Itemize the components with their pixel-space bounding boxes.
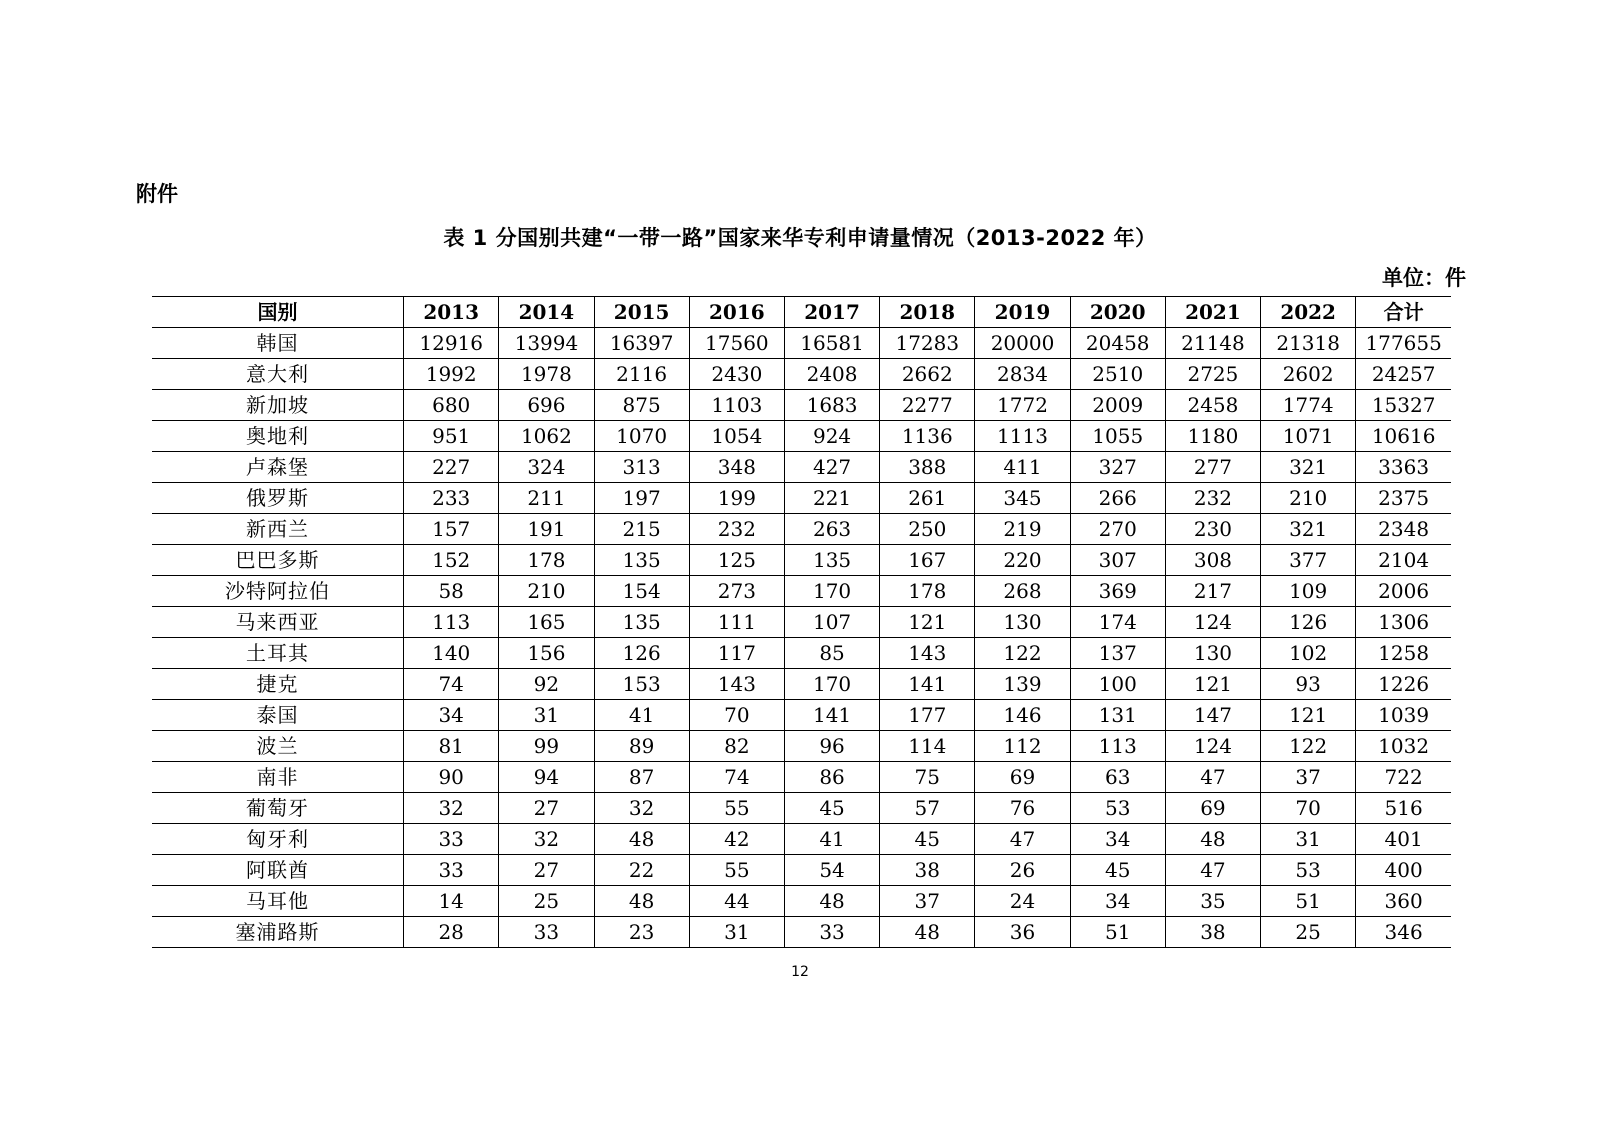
value-cell: 113 bbox=[404, 607, 499, 638]
value-cell: 327 bbox=[1070, 452, 1165, 483]
value-cell: 165 bbox=[499, 607, 594, 638]
value-cell: 2277 bbox=[880, 390, 975, 421]
value-cell: 20000 bbox=[975, 328, 1070, 359]
value-cell: 146 bbox=[975, 700, 1070, 731]
value-cell: 47 bbox=[975, 824, 1070, 855]
value-cell: 1113 bbox=[975, 421, 1070, 452]
value-cell: 74 bbox=[404, 669, 499, 700]
header-2019: 2019 bbox=[975, 297, 1070, 328]
value-cell: 121 bbox=[1261, 700, 1356, 731]
header-2021: 2021 bbox=[1165, 297, 1260, 328]
value-cell: 92 bbox=[499, 669, 594, 700]
country-cell: 塞浦路斯 bbox=[152, 917, 404, 948]
value-cell: 25 bbox=[499, 886, 594, 917]
value-cell: 232 bbox=[689, 514, 784, 545]
value-cell: 31 bbox=[499, 700, 594, 731]
total-cell: 401 bbox=[1356, 824, 1451, 855]
value-cell: 54 bbox=[784, 855, 879, 886]
table-row bbox=[152, 700, 1451, 731]
country-cell: 阿联酋 bbox=[152, 855, 404, 886]
value-cell: 321 bbox=[1261, 514, 1356, 545]
value-cell: 135 bbox=[784, 545, 879, 576]
total-cell: 15327 bbox=[1356, 390, 1451, 421]
value-cell: 141 bbox=[784, 700, 879, 731]
value-cell: 45 bbox=[880, 824, 975, 855]
value-cell: 32 bbox=[499, 824, 594, 855]
value-cell: 1772 bbox=[975, 390, 1070, 421]
value-cell: 1071 bbox=[1261, 421, 1356, 452]
value-cell: 273 bbox=[689, 576, 784, 607]
table-row bbox=[152, 328, 1451, 359]
value-cell: 85 bbox=[784, 638, 879, 669]
header-2014: 2014 bbox=[499, 297, 594, 328]
value-cell: 34 bbox=[1070, 824, 1165, 855]
total-cell: 177655 bbox=[1356, 328, 1451, 359]
value-cell: 143 bbox=[880, 638, 975, 669]
country-cell: 泰国 bbox=[152, 700, 404, 731]
value-cell: 34 bbox=[1070, 886, 1165, 917]
value-cell: 321 bbox=[1261, 452, 1356, 483]
value-cell: 51 bbox=[1070, 917, 1165, 948]
value-cell: 1062 bbox=[499, 421, 594, 452]
value-cell: 2408 bbox=[784, 359, 879, 390]
value-cell: 266 bbox=[1070, 483, 1165, 514]
value-cell: 215 bbox=[594, 514, 689, 545]
value-cell: 130 bbox=[975, 607, 1070, 638]
value-cell: 2834 bbox=[975, 359, 1070, 390]
country-cell: 沙特阿拉伯 bbox=[152, 576, 404, 607]
value-cell: 89 bbox=[594, 731, 689, 762]
value-cell: 696 bbox=[499, 390, 594, 421]
country-cell: 马耳他 bbox=[152, 886, 404, 917]
value-cell: 74 bbox=[689, 762, 784, 793]
total-cell: 10616 bbox=[1356, 421, 1451, 452]
value-cell: 1683 bbox=[784, 390, 879, 421]
country-cell: 奥地利 bbox=[152, 421, 404, 452]
value-cell: 70 bbox=[689, 700, 784, 731]
value-cell: 210 bbox=[1261, 483, 1356, 514]
value-cell: 210 bbox=[499, 576, 594, 607]
total-cell: 400 bbox=[1356, 855, 1451, 886]
value-cell: 51 bbox=[1261, 886, 1356, 917]
value-cell: 263 bbox=[784, 514, 879, 545]
country-cell: 意大利 bbox=[152, 359, 404, 390]
value-cell: 57 bbox=[880, 793, 975, 824]
table-row bbox=[152, 421, 1451, 452]
country-cell: 新西兰 bbox=[152, 514, 404, 545]
value-cell: 1978 bbox=[499, 359, 594, 390]
value-cell: 268 bbox=[975, 576, 1070, 607]
value-cell: 233 bbox=[404, 483, 499, 514]
value-cell: 55 bbox=[689, 793, 784, 824]
header-2017: 2017 bbox=[784, 297, 879, 328]
value-cell: 12916 bbox=[404, 328, 499, 359]
value-cell: 33 bbox=[499, 917, 594, 948]
value-cell: 93 bbox=[1261, 669, 1356, 700]
value-cell: 174 bbox=[1070, 607, 1165, 638]
value-cell: 48 bbox=[1165, 824, 1260, 855]
value-cell: 48 bbox=[594, 824, 689, 855]
value-cell: 124 bbox=[1165, 607, 1260, 638]
value-cell: 313 bbox=[594, 452, 689, 483]
header-2013: 2013 bbox=[404, 297, 499, 328]
value-cell: 23 bbox=[594, 917, 689, 948]
value-cell: 31 bbox=[689, 917, 784, 948]
value-cell: 112 bbox=[975, 731, 1070, 762]
value-cell: 1070 bbox=[594, 421, 689, 452]
value-cell: 2458 bbox=[1165, 390, 1260, 421]
value-cell: 156 bbox=[499, 638, 594, 669]
value-cell: 1774 bbox=[1261, 390, 1356, 421]
table-row bbox=[152, 855, 1451, 886]
value-cell: 113 bbox=[1070, 731, 1165, 762]
total-cell: 360 bbox=[1356, 886, 1451, 917]
value-cell: 130 bbox=[1165, 638, 1260, 669]
value-cell: 90 bbox=[404, 762, 499, 793]
value-cell: 307 bbox=[1070, 545, 1165, 576]
value-cell: 32 bbox=[404, 793, 499, 824]
header-2015: 2015 bbox=[594, 297, 689, 328]
value-cell: 55 bbox=[689, 855, 784, 886]
value-cell: 82 bbox=[689, 731, 784, 762]
patent-table bbox=[152, 296, 1451, 948]
value-cell: 2662 bbox=[880, 359, 975, 390]
header-2016: 2016 bbox=[689, 297, 784, 328]
value-cell: 70 bbox=[1261, 793, 1356, 824]
total-cell: 516 bbox=[1356, 793, 1451, 824]
total-cell: 1306 bbox=[1356, 607, 1451, 638]
total-cell: 1039 bbox=[1356, 700, 1451, 731]
value-cell: 154 bbox=[594, 576, 689, 607]
table-row bbox=[152, 483, 1451, 514]
value-cell: 44 bbox=[689, 886, 784, 917]
table-row bbox=[152, 886, 1451, 917]
value-cell: 1054 bbox=[689, 421, 784, 452]
value-cell: 37 bbox=[1261, 762, 1356, 793]
value-cell: 250 bbox=[880, 514, 975, 545]
value-cell: 121 bbox=[880, 607, 975, 638]
unit-label: 单位：件 bbox=[1382, 266, 1466, 290]
table-row bbox=[152, 638, 1451, 669]
value-cell: 197 bbox=[594, 483, 689, 514]
value-cell: 13994 bbox=[499, 328, 594, 359]
country-cell: 俄罗斯 bbox=[152, 483, 404, 514]
value-cell: 2116 bbox=[594, 359, 689, 390]
value-cell: 26 bbox=[975, 855, 1070, 886]
value-cell: 63 bbox=[1070, 762, 1165, 793]
value-cell: 369 bbox=[1070, 576, 1165, 607]
value-cell: 170 bbox=[784, 669, 879, 700]
value-cell: 38 bbox=[880, 855, 975, 886]
table-row bbox=[152, 731, 1451, 762]
total-cell: 722 bbox=[1356, 762, 1451, 793]
value-cell: 308 bbox=[1165, 545, 1260, 576]
table-row bbox=[152, 669, 1451, 700]
value-cell: 111 bbox=[689, 607, 784, 638]
page-number: 12 bbox=[791, 964, 809, 980]
country-cell: 马来西亚 bbox=[152, 607, 404, 638]
value-cell: 680 bbox=[404, 390, 499, 421]
total-cell: 24257 bbox=[1356, 359, 1451, 390]
value-cell: 1992 bbox=[404, 359, 499, 390]
value-cell: 1055 bbox=[1070, 421, 1165, 452]
value-cell: 76 bbox=[975, 793, 1070, 824]
value-cell: 141 bbox=[880, 669, 975, 700]
header-total: 合计 bbox=[1356, 297, 1451, 328]
total-cell: 3363 bbox=[1356, 452, 1451, 483]
value-cell: 22 bbox=[594, 855, 689, 886]
value-cell: 25 bbox=[1261, 917, 1356, 948]
value-cell: 75 bbox=[880, 762, 975, 793]
value-cell: 124 bbox=[1165, 731, 1260, 762]
header-2018: 2018 bbox=[880, 297, 975, 328]
value-cell: 2009 bbox=[1070, 390, 1165, 421]
value-cell: 16397 bbox=[594, 328, 689, 359]
value-cell: 348 bbox=[689, 452, 784, 483]
value-cell: 42 bbox=[689, 824, 784, 855]
value-cell: 388 bbox=[880, 452, 975, 483]
value-cell: 377 bbox=[1261, 545, 1356, 576]
value-cell: 99 bbox=[499, 731, 594, 762]
value-cell: 2602 bbox=[1261, 359, 1356, 390]
value-cell: 1180 bbox=[1165, 421, 1260, 452]
value-cell: 170 bbox=[784, 576, 879, 607]
value-cell: 36 bbox=[975, 917, 1070, 948]
value-cell: 875 bbox=[594, 390, 689, 421]
value-cell: 24 bbox=[975, 886, 1070, 917]
table-row bbox=[152, 762, 1451, 793]
country-cell: 葡萄牙 bbox=[152, 793, 404, 824]
value-cell: 45 bbox=[1070, 855, 1165, 886]
value-cell: 33 bbox=[404, 824, 499, 855]
country-cell: 匈牙利 bbox=[152, 824, 404, 855]
value-cell: 47 bbox=[1165, 762, 1260, 793]
value-cell: 69 bbox=[1165, 793, 1260, 824]
value-cell: 32 bbox=[594, 793, 689, 824]
value-cell: 1103 bbox=[689, 390, 784, 421]
value-cell: 152 bbox=[404, 545, 499, 576]
table-row bbox=[152, 359, 1451, 390]
country-cell: 土耳其 bbox=[152, 638, 404, 669]
value-cell: 117 bbox=[689, 638, 784, 669]
country-cell: 南非 bbox=[152, 762, 404, 793]
value-cell: 109 bbox=[1261, 576, 1356, 607]
value-cell: 951 bbox=[404, 421, 499, 452]
value-cell: 191 bbox=[499, 514, 594, 545]
value-cell: 122 bbox=[975, 638, 1070, 669]
value-cell: 1136 bbox=[880, 421, 975, 452]
value-cell: 34 bbox=[404, 700, 499, 731]
table-row bbox=[152, 514, 1451, 545]
table-row bbox=[152, 576, 1451, 607]
value-cell: 2725 bbox=[1165, 359, 1260, 390]
value-cell: 135 bbox=[594, 607, 689, 638]
table-row bbox=[152, 607, 1451, 638]
value-cell: 2430 bbox=[689, 359, 784, 390]
value-cell: 35 bbox=[1165, 886, 1260, 917]
value-cell: 140 bbox=[404, 638, 499, 669]
value-cell: 345 bbox=[975, 483, 1070, 514]
value-cell: 122 bbox=[1261, 731, 1356, 762]
value-cell: 139 bbox=[975, 669, 1070, 700]
value-cell: 100 bbox=[1070, 669, 1165, 700]
value-cell: 924 bbox=[784, 421, 879, 452]
value-cell: 20458 bbox=[1070, 328, 1165, 359]
value-cell: 21148 bbox=[1165, 328, 1260, 359]
value-cell: 31 bbox=[1261, 824, 1356, 855]
country-cell: 卢森堡 bbox=[152, 452, 404, 483]
country-cell: 新加坡 bbox=[152, 390, 404, 421]
value-cell: 131 bbox=[1070, 700, 1165, 731]
table-row bbox=[152, 824, 1451, 855]
value-cell: 53 bbox=[1261, 855, 1356, 886]
value-cell: 33 bbox=[784, 917, 879, 948]
value-cell: 199 bbox=[689, 483, 784, 514]
value-cell: 86 bbox=[784, 762, 879, 793]
value-cell: 114 bbox=[880, 731, 975, 762]
value-cell: 211 bbox=[499, 483, 594, 514]
total-cell: 1032 bbox=[1356, 731, 1451, 762]
value-cell: 87 bbox=[594, 762, 689, 793]
header-2022: 2022 bbox=[1261, 297, 1356, 328]
header-country: 国别 bbox=[152, 297, 404, 328]
table-row bbox=[152, 452, 1451, 483]
value-cell: 28 bbox=[404, 917, 499, 948]
value-cell: 232 bbox=[1165, 483, 1260, 514]
value-cell: 261 bbox=[880, 483, 975, 514]
value-cell: 107 bbox=[784, 607, 879, 638]
value-cell: 94 bbox=[499, 762, 594, 793]
value-cell: 153 bbox=[594, 669, 689, 700]
value-cell: 121 bbox=[1165, 669, 1260, 700]
value-cell: 48 bbox=[880, 917, 975, 948]
country-cell: 韩国 bbox=[152, 328, 404, 359]
value-cell: 217 bbox=[1165, 576, 1260, 607]
value-cell: 38 bbox=[1165, 917, 1260, 948]
value-cell: 41 bbox=[594, 700, 689, 731]
total-cell: 2375 bbox=[1356, 483, 1451, 514]
value-cell: 17560 bbox=[689, 328, 784, 359]
value-cell: 102 bbox=[1261, 638, 1356, 669]
table-body bbox=[152, 328, 1451, 948]
country-cell: 波兰 bbox=[152, 731, 404, 762]
value-cell: 81 bbox=[404, 731, 499, 762]
value-cell: 33 bbox=[404, 855, 499, 886]
value-cell: 2510 bbox=[1070, 359, 1165, 390]
value-cell: 45 bbox=[784, 793, 879, 824]
country-cell: 巴巴多斯 bbox=[152, 545, 404, 576]
value-cell: 219 bbox=[975, 514, 1070, 545]
value-cell: 16581 bbox=[784, 328, 879, 359]
value-cell: 21318 bbox=[1261, 328, 1356, 359]
value-cell: 137 bbox=[1070, 638, 1165, 669]
value-cell: 17283 bbox=[880, 328, 975, 359]
value-cell: 221 bbox=[784, 483, 879, 514]
total-cell: 346 bbox=[1356, 917, 1451, 948]
total-cell: 1258 bbox=[1356, 638, 1451, 669]
header-2020: 2020 bbox=[1070, 297, 1165, 328]
value-cell: 47 bbox=[1165, 855, 1260, 886]
value-cell: 411 bbox=[975, 452, 1070, 483]
value-cell: 96 bbox=[784, 731, 879, 762]
value-cell: 167 bbox=[880, 545, 975, 576]
value-cell: 14 bbox=[404, 886, 499, 917]
table-title: 表 1 分国别共建“一带一路”国家来华专利申请量情况（2013-2022 年） bbox=[443, 226, 1157, 250]
country-cell: 捷克 bbox=[152, 669, 404, 700]
value-cell: 126 bbox=[594, 638, 689, 669]
value-cell: 427 bbox=[784, 452, 879, 483]
value-cell: 220 bbox=[975, 545, 1070, 576]
total-cell: 1226 bbox=[1356, 669, 1451, 700]
table-row bbox=[152, 545, 1451, 576]
value-cell: 27 bbox=[499, 793, 594, 824]
attachment-label: 附件 bbox=[136, 182, 178, 206]
value-cell: 227 bbox=[404, 452, 499, 483]
value-cell: 230 bbox=[1165, 514, 1260, 545]
value-cell: 125 bbox=[689, 545, 784, 576]
value-cell: 135 bbox=[594, 545, 689, 576]
value-cell: 48 bbox=[784, 886, 879, 917]
value-cell: 324 bbox=[499, 452, 594, 483]
value-cell: 277 bbox=[1165, 452, 1260, 483]
value-cell: 178 bbox=[499, 545, 594, 576]
table-row bbox=[152, 917, 1451, 948]
value-cell: 143 bbox=[689, 669, 784, 700]
value-cell: 126 bbox=[1261, 607, 1356, 638]
value-cell: 27 bbox=[499, 855, 594, 886]
total-cell: 2348 bbox=[1356, 514, 1451, 545]
value-cell: 157 bbox=[404, 514, 499, 545]
table-row bbox=[152, 793, 1451, 824]
value-cell: 41 bbox=[784, 824, 879, 855]
table-header-row bbox=[152, 297, 1451, 328]
value-cell: 178 bbox=[880, 576, 975, 607]
value-cell: 177 bbox=[880, 700, 975, 731]
value-cell: 53 bbox=[1070, 793, 1165, 824]
value-cell: 270 bbox=[1070, 514, 1165, 545]
table-row bbox=[152, 390, 1451, 421]
value-cell: 69 bbox=[975, 762, 1070, 793]
total-cell: 2104 bbox=[1356, 545, 1451, 576]
value-cell: 58 bbox=[404, 576, 499, 607]
value-cell: 37 bbox=[880, 886, 975, 917]
total-cell: 2006 bbox=[1356, 576, 1451, 607]
value-cell: 48 bbox=[594, 886, 689, 917]
value-cell: 147 bbox=[1165, 700, 1260, 731]
